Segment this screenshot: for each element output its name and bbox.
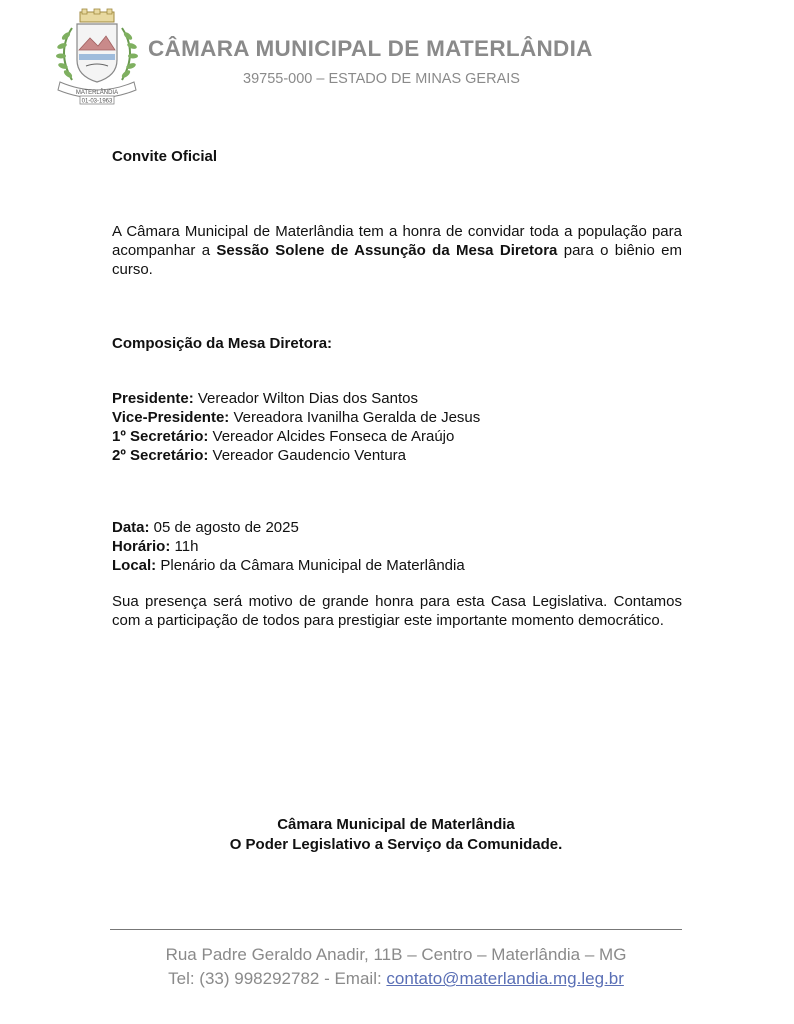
intro-emphasis: Sessão Solene de Assunção da Mesa Diretora <box>216 242 558 259</box>
footer-email-link[interactable]: contato@materlandia.mg.leg.br <box>386 969 624 988</box>
member-role: 1º Secretário: <box>112 428 209 445</box>
footer <box>110 943 682 991</box>
detail-item <box>112 518 682 537</box>
intro-text-end: para o biênio em curso. <box>112 242 682 278</box>
document-heading: Convite Oficial <box>112 148 218 165</box>
detail-value: 11h <box>170 538 199 555</box>
member-role: Presidente: <box>112 390 194 407</box>
svg-text:MATERLÂNDIA: MATERLÂNDIA <box>75 90 119 96</box>
signature-block <box>110 815 682 855</box>
detail-label: Data: <box>112 519 150 536</box>
member-role: Vice-Presidente: <box>112 409 230 426</box>
footer-phone: Tel: (33) 998292782 - Email: <box>168 969 387 988</box>
detail-item <box>112 537 682 556</box>
footer-divider <box>110 929 682 930</box>
intro-paragraph <box>112 222 682 279</box>
signature-line-1: Câmara Municipal de Materlândia <box>277 816 515 833</box>
member-item <box>112 427 682 446</box>
footer-address: Rua Padre Geraldo Anadir, 11B – Centro – Materlândia – MG <box>165 945 627 964</box>
member-name: Vereador Gaudencio Ventura <box>208 447 407 464</box>
member-name: Vereador Alcides Fonseca de Araújo <box>208 428 455 445</box>
member-item <box>112 389 682 408</box>
composition-heading: Composição da Mesa Diretora: <box>112 335 333 352</box>
member-role: 2º Secretário: <box>112 447 209 464</box>
member-name: Vereador Wilton Dias dos Santos <box>193 390 418 407</box>
header-title: CÂMARA MUNICIPAL DE MATERLÂNDIA <box>148 36 593 61</box>
svg-text:01-03-1963: 01-03-1963 <box>81 98 113 105</box>
footer-contact <box>110 967 682 991</box>
closing-paragraph: Sua presença será motivo de grande honra para esta Casa Legislativa. Contamos com a participação de todos para prestigiar este importante momento democrático. <box>112 593 682 629</box>
detail-value: Plenário da Câmara Municipal de Materlândia <box>156 557 465 574</box>
member-item <box>112 408 682 427</box>
signature-line-2: O Poder Legislativo a Serviço da Comunidade. <box>229 836 563 853</box>
event-details <box>112 518 682 575</box>
detail-label: Horário: <box>112 538 171 555</box>
members-list <box>112 389 682 465</box>
detail-value: 05 de agosto de 2025 <box>149 519 299 536</box>
coat-of-arms-icon <box>42 8 152 108</box>
member-item <box>112 446 682 465</box>
detail-item <box>112 556 682 575</box>
intro-text: A Câmara Municipal de Materlândia tem a honra de convidar toda a população para acompanhar a <box>112 223 682 259</box>
header-subtitle: 39755-000 – ESTADO DE MINAS GERAIS <box>243 71 520 87</box>
member-name: Vereadora Ivanilha Geralda de Jesus <box>229 409 481 426</box>
detail-label: Local: <box>112 557 157 574</box>
